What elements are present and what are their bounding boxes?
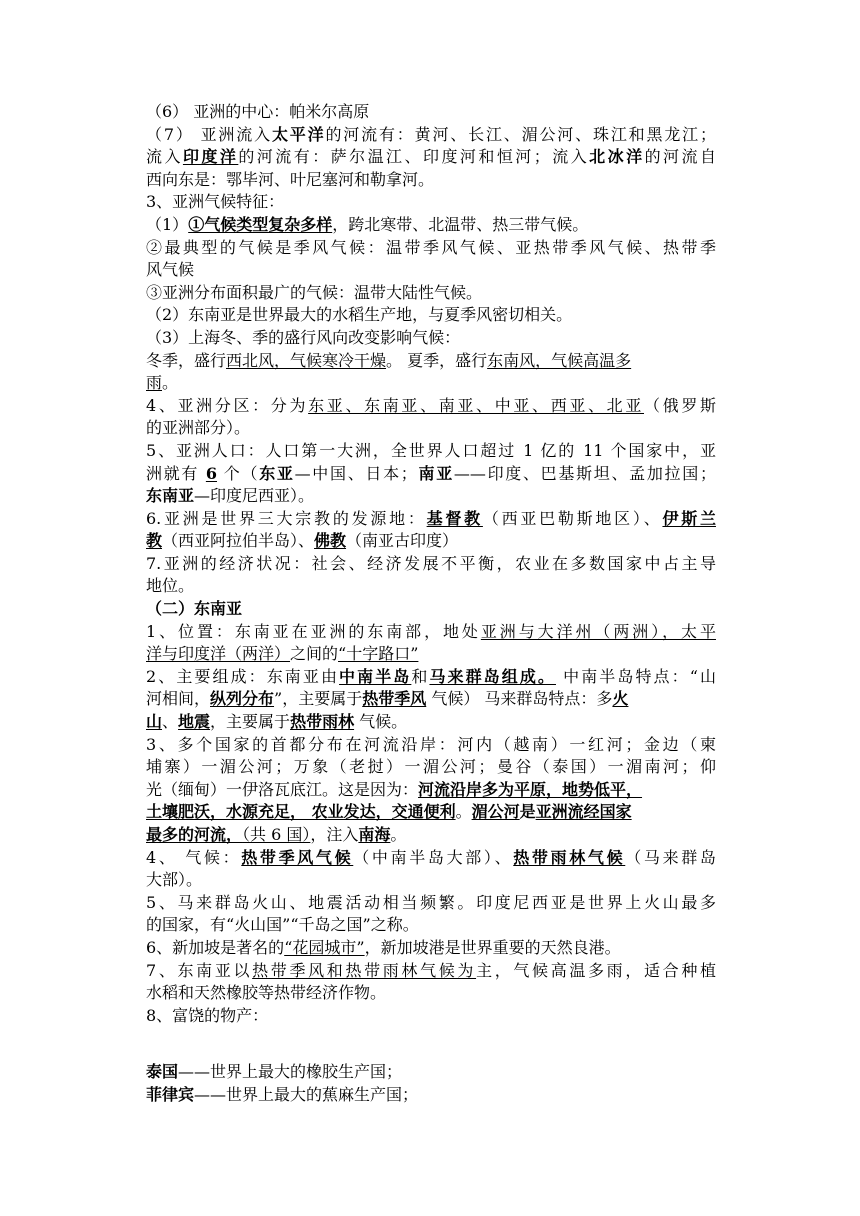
text-line <box>146 779 716 802</box>
text-line <box>146 598 716 621</box>
text-line <box>146 101 716 124</box>
text-segment: 东南亚 <box>146 486 195 506</box>
text-segment: 太平洋 <box>271 124 326 144</box>
text-line <box>146 327 716 350</box>
text-segment: 佛教 <box>314 531 347 551</box>
text-segment: ——世界上最大的蕉麻生产国； <box>194 1084 419 1104</box>
text-segment: 菲律宾 <box>146 1084 195 1104</box>
text-line <box>146 914 716 937</box>
text-segment: 的亚洲部分）。 <box>146 418 251 438</box>
text-line <box>146 621 716 644</box>
text-line <box>146 485 716 508</box>
text-line <box>146 191 716 214</box>
text-segment: 6.亚洲是世界三大宗教的发源地： <box>146 508 427 528</box>
text-segment: 3、多个国家的首都分布在河流沿岸：河内（越南）一红河；金边（柬 <box>146 734 716 754</box>
text-segment: 土壤肥沃，水源充足， 农业发达，交通便利 <box>146 802 456 822</box>
text-line <box>146 869 716 892</box>
text-segment: 北冰洋 <box>589 147 645 167</box>
text-segment: 河流沿岸多为平原，地势低平， <box>418 779 643 799</box>
text-line <box>146 169 716 192</box>
text-line <box>146 666 716 689</box>
text-line <box>146 688 716 711</box>
text-line <box>146 259 716 282</box>
text-line <box>146 1084 716 1107</box>
text-line <box>146 756 716 779</box>
text-line <box>146 282 716 305</box>
text-segment: 基督教 <box>426 508 483 528</box>
text-segment: 4、 气候： <box>146 847 242 867</box>
text-line <box>146 237 716 260</box>
text-segment: 东亚 <box>259 463 295 483</box>
text-segment: ③亚洲分布面积最广的气候：温带大陆性气候。 <box>146 282 483 302</box>
text-segment: 6、新加坡是著名的 <box>146 937 285 957</box>
text-segment: 热带雨林 <box>290 712 355 732</box>
text-segment: 、 <box>162 712 179 732</box>
text-segment: 山 <box>146 712 163 732</box>
text-line <box>146 530 716 553</box>
text-segment: 6 <box>205 463 218 483</box>
text-segment: 纵列分布 <box>210 689 275 709</box>
text-segment: 地震 <box>178 712 211 732</box>
text-segment: 亚洲与大洋州（两洲），太平 <box>480 621 716 641</box>
text-segment: 8、富饶的物产： <box>146 1005 269 1025</box>
text-segment: （二）东南亚 <box>146 599 243 619</box>
text-segment: 4、亚洲分区：分为 <box>146 395 309 415</box>
text-segment: （西亚巴勒斯地区）、 <box>482 508 663 528</box>
text-segment: “十字路口” <box>338 644 419 664</box>
text-segment: （1） <box>146 214 189 234</box>
text-segment: —中国、日本； <box>294 463 417 483</box>
text-line <box>146 937 716 960</box>
text-segment: 5、亚洲人口：人口第一大洲，全世界人口超过 1 亿的 11 个国家中，亚 <box>146 440 716 460</box>
text-segment: 是 <box>519 802 536 822</box>
text-segment: ，新加坡港是世界重要的天然良港。 <box>364 937 621 957</box>
text-segment: 7、东南亚以 <box>146 960 253 980</box>
text-line <box>146 350 716 373</box>
text-segment: 的河流有：萨尔温江、印度河和恒河；流入 <box>238 147 590 167</box>
text-segment: 地位。 <box>146 576 195 596</box>
text-segment: 气候） 马来群岛特点：多 <box>426 689 613 709</box>
text-segment: 洋与印度洋（两洋） <box>146 644 291 664</box>
text-segment: 火 <box>612 689 629 709</box>
text-segment: 和 <box>411 666 430 686</box>
text-segment: 大部）。 <box>146 870 203 890</box>
text-segment: （共 6 国） <box>242 825 311 844</box>
text-segment: 热带季风气候 <box>241 847 354 867</box>
text-segment: 中南半岛 <box>339 666 412 686</box>
text-segment: 湄公河 <box>471 802 520 822</box>
text-line <box>146 960 716 983</box>
text-segment: 3、亚洲气候特征： <box>146 192 285 212</box>
text-line <box>146 824 716 847</box>
text-segment: ”，主要属于 <box>274 689 363 709</box>
text-line <box>146 734 716 757</box>
text-segment: （3）上海冬、季的盛行风向改变影响气候： <box>146 327 461 347</box>
text-segment: （2）东南亚是世界最大的水稻生产地，与夏季风密切相关。 <box>146 305 573 325</box>
text-segment: （西亚阿拉伯半岛）、 <box>162 531 315 551</box>
text-segment: ①气候类型复杂多样 <box>188 214 333 234</box>
text-segment: ——印度、巴基斯坦、孟加拉国； <box>453 463 716 483</box>
text-segment: 亚洲流经国家 <box>535 802 632 822</box>
text-line <box>146 892 716 915</box>
text-segment: 2、主要组成：东南亚由 <box>146 666 340 686</box>
text-line <box>146 146 716 169</box>
text-line <box>146 711 716 734</box>
text-segment: 水稻和天然橡胶等热带经济作物。 <box>146 983 387 1003</box>
text-segment: 洲就有 <box>146 463 206 483</box>
text-segment: ，主要属于 <box>210 712 291 732</box>
text-segment: 1、位置：东南亚在亚洲的东南部，地处 <box>146 621 481 641</box>
text-segment: 气候。 <box>354 712 408 732</box>
text-line <box>146 575 716 598</box>
text-segment: ②最典型的气候是季风气候：温带季风气候、亚热带季风气候、热带季 <box>146 237 716 257</box>
text-segment: 个（ <box>217 463 260 483</box>
text-segment: 冬季，盛行 <box>146 350 227 370</box>
text-line <box>146 463 716 486</box>
text-line <box>146 372 716 395</box>
text-segment: ，跨北寒带、北温带、热三带气候。 <box>332 214 589 234</box>
text-line <box>146 1005 716 1028</box>
text-segment: 热带季风和热带雨林气候为 <box>252 960 477 980</box>
text-segment: 东南风，气候高温多 <box>487 350 632 370</box>
text-line <box>146 1061 716 1084</box>
text-segment: （6） 亚洲的中心：帕米尔高原 <box>146 102 370 121</box>
text-segment: 西北风，气候寒冷干燥 <box>226 350 387 370</box>
text-segment: 东亚、东南亚、南亚、中亚、西亚、北亚 <box>308 395 644 415</box>
text-segment: 教 <box>146 531 163 551</box>
text-segment: 埔寨）一湄公河；万象（老挝）一湄公河；曼谷（泰国）一湄南河；仰 <box>146 757 716 777</box>
text-segment: “花园城市” <box>284 937 365 957</box>
text-line <box>146 508 716 531</box>
text-segment: 。 <box>455 802 472 822</box>
text-segment: 的国家，有“火山国”“千岛之国”之称。 <box>146 915 419 935</box>
text-segment: ——世界上最大的橡胶生产国； <box>178 1062 403 1082</box>
text-segment: （中南半岛大部）、 <box>353 847 514 867</box>
text-segment: 之间的 <box>290 644 339 664</box>
text-segment: 南亚 <box>416 463 454 483</box>
text-segment: 泰国 <box>146 1062 179 1082</box>
text-segment: 光（缅甸）一伊洛瓦底江。这是因为： <box>146 779 419 799</box>
text-line <box>146 417 716 440</box>
text-segment: 马来群岛组成。 <box>429 666 556 686</box>
text-segment: 风气候 <box>146 260 195 280</box>
text-segment: （7） 亚洲流入 <box>146 124 272 144</box>
text-segment: 主，气候高温多雨，适合种植 <box>476 960 716 980</box>
text-segment: 的河流自 <box>644 147 716 167</box>
text-segment: 西向东是：鄂毕河、叶尼塞河和勒拿河。 <box>146 169 435 189</box>
text-line <box>146 440 716 463</box>
text-line <box>146 395 716 418</box>
text-line <box>146 847 716 870</box>
text-segment: 流入 <box>146 147 183 167</box>
text-line <box>146 124 716 147</box>
text-segment: （马来群岛 <box>625 847 716 867</box>
text-segment: 。 <box>162 373 179 393</box>
text-segment: 5、马来群岛火山、地震活动相当频繁。印度尼西亚是世界上火山最多 <box>146 892 716 912</box>
text-segment: 热带雨林气候 <box>513 847 626 867</box>
text-line <box>146 801 716 824</box>
text-line <box>146 304 716 327</box>
text-segment: ，注入 <box>310 825 359 844</box>
text-segment: 热带季风 <box>362 689 427 709</box>
text-line <box>146 214 716 237</box>
text-segment: 7.亚洲的经济状况：社会、经济发展不平衡，农业在多数国家中占主导 <box>146 553 716 573</box>
text-segment: 雨 <box>146 373 163 393</box>
text-segment: 南海 <box>358 825 391 844</box>
text-line <box>146 982 716 1005</box>
text-segment: （南亚古印度） <box>346 531 459 551</box>
text-segment: 中南半岛特点：“山 <box>555 666 716 686</box>
text-line <box>146 553 716 576</box>
text-segment: 。 夏季，盛行 <box>386 350 488 370</box>
blank-line <box>146 1027 716 1061</box>
text-segment: 印度洋 <box>182 147 239 167</box>
text-segment: 。 <box>390 825 407 844</box>
text-segment: 的河流有：黄河、长江、湄公河、珠江和黑龙江； <box>325 124 716 144</box>
text-segment: —印度尼西亚）。 <box>194 486 315 506</box>
text-segment: 最多的河流， <box>146 825 243 844</box>
text-segment: 河相间， <box>146 689 211 709</box>
document-body <box>146 101 716 1107</box>
text-line <box>146 643 716 666</box>
text-segment: （俄罗斯 <box>644 395 716 415</box>
text-segment: 伊斯兰 <box>662 508 716 528</box>
